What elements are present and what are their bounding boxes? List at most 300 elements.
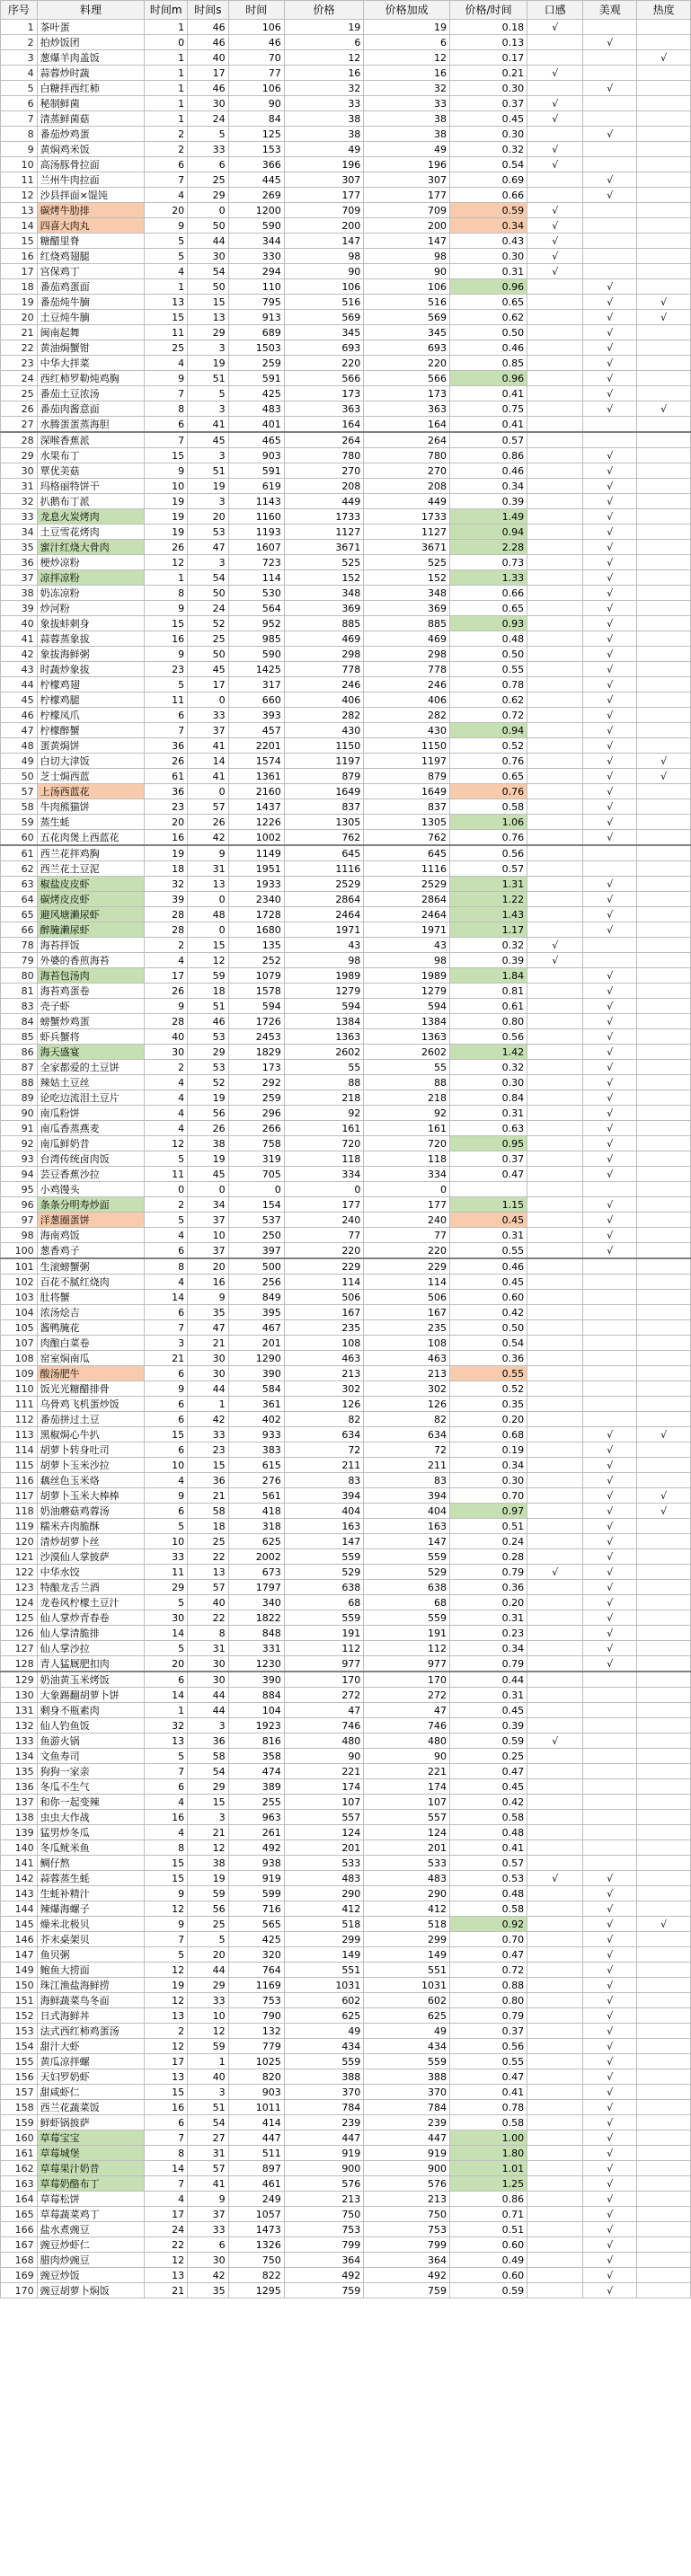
cell-time[interactable]: 153 bbox=[228, 142, 284, 157]
cell-time[interactable]: 319 bbox=[228, 1151, 284, 1167]
cell-time-min[interactable]: 15 bbox=[145, 2085, 188, 2100]
cell-time-sec[interactable]: 36 bbox=[188, 1473, 228, 1488]
cell-time[interactable]: 561 bbox=[228, 1488, 284, 1504]
cell-time-sec[interactable]: 0 bbox=[188, 203, 228, 218]
cell-taste[interactable]: √ bbox=[527, 249, 583, 264]
cell-popularity[interactable] bbox=[637, 1534, 691, 1549]
cell-id[interactable]: 80 bbox=[1, 968, 38, 984]
cell-time-min[interactable]: 12 bbox=[145, 1136, 188, 1151]
cell-popularity[interactable] bbox=[637, 647, 691, 662]
cell-id[interactable]: 115 bbox=[1, 1458, 38, 1473]
cell-looks[interactable]: √ bbox=[583, 799, 637, 815]
cell-price[interactable]: 177 bbox=[284, 188, 364, 203]
cell-price[interactable]: 82 bbox=[284, 1412, 364, 1427]
cell-taste[interactable] bbox=[527, 1106, 583, 1121]
cell-looks[interactable]: √ bbox=[583, 2130, 637, 2146]
cell-id[interactable]: 57 bbox=[1, 784, 38, 799]
cell-popularity[interactable] bbox=[637, 2054, 691, 2069]
cell-price-per-time[interactable]: 0.45 bbox=[450, 111, 527, 127]
cell-price-bonus[interactable]: 463 bbox=[364, 1351, 450, 1366]
cell-id[interactable]: 93 bbox=[1, 1151, 38, 1167]
cell-time-min[interactable]: 13 bbox=[145, 2069, 188, 2085]
cell-dish[interactable]: 深喉香蕉派 bbox=[37, 432, 145, 448]
cell-dish[interactable]: 番茄炖牛腩 bbox=[37, 295, 145, 310]
cell-time-min[interactable]: 9 bbox=[145, 1917, 188, 1932]
cell-price-bonus[interactable]: 98 bbox=[364, 953, 450, 968]
cell-price[interactable]: 3671 bbox=[284, 540, 364, 555]
cell-id[interactable]: 129 bbox=[1, 1672, 38, 1688]
cell-taste[interactable] bbox=[527, 310, 583, 325]
cell-price-per-time[interactable]: 0.41 bbox=[450, 417, 527, 433]
cell-dish[interactable]: 水腾蛋蛋蒸海胆 bbox=[37, 417, 145, 433]
cell-time-min[interactable]: 13 bbox=[145, 1734, 188, 1749]
cell-time-min[interactable]: 4 bbox=[145, 1795, 188, 1810]
cell-dish[interactable]: 梗炒凉粉 bbox=[37, 555, 145, 570]
cell-popularity[interactable] bbox=[637, 2069, 691, 2085]
cell-time-min[interactable]: 20 bbox=[145, 203, 188, 218]
cell-price[interactable]: 569 bbox=[284, 310, 364, 325]
cell-taste[interactable] bbox=[527, 540, 583, 555]
cell-dish[interactable]: 蒜蓉炒时蔬 bbox=[37, 66, 145, 81]
cell-time[interactable]: 465 bbox=[228, 432, 284, 448]
cell-looks[interactable] bbox=[583, 66, 637, 81]
cell-price-bonus[interactable]: 1989 bbox=[364, 968, 450, 984]
cell-taste[interactable] bbox=[527, 907, 583, 922]
cell-time[interactable]: 985 bbox=[228, 631, 284, 647]
cell-time-min[interactable]: 28 bbox=[145, 907, 188, 922]
cell-time-sec[interactable]: 54 bbox=[188, 2115, 228, 2130]
cell-price-per-time[interactable]: 0.73 bbox=[450, 555, 527, 570]
cell-time-sec[interactable]: 12 bbox=[188, 953, 228, 968]
cell-time-min[interactable]: 7 bbox=[145, 1320, 188, 1336]
cell-time-sec[interactable]: 57 bbox=[188, 2161, 228, 2176]
cell-time[interactable]: 2201 bbox=[228, 738, 284, 754]
cell-time-sec[interactable]: 15 bbox=[188, 938, 228, 953]
cell-price-per-time[interactable]: 0.53 bbox=[450, 1871, 527, 1886]
cell-price[interactable]: 290 bbox=[284, 1886, 364, 1901]
cell-popularity[interactable] bbox=[637, 570, 691, 586]
cell-time-min[interactable]: 5 bbox=[145, 1213, 188, 1228]
cell-taste[interactable] bbox=[527, 356, 583, 371]
cell-id[interactable]: 29 bbox=[1, 448, 38, 463]
cell-looks[interactable]: √ bbox=[583, 279, 637, 295]
cell-time-sec[interactable]: 19 bbox=[188, 479, 228, 494]
cell-taste[interactable] bbox=[527, 1963, 583, 1978]
cell-price-per-time[interactable]: 0.58 bbox=[450, 1810, 527, 1825]
cell-dish[interactable]: 西兰花土豆泥 bbox=[37, 861, 145, 877]
cell-id[interactable]: 7 bbox=[1, 111, 38, 127]
cell-taste[interactable] bbox=[527, 1412, 583, 1427]
cell-price-bonus[interactable]: 147 bbox=[364, 234, 450, 249]
cell-price-bonus[interactable]: 363 bbox=[364, 401, 450, 417]
cell-price-per-time[interactable]: 0.84 bbox=[450, 1090, 527, 1106]
cell-price-per-time[interactable]: 0.79 bbox=[450, 2008, 527, 2024]
cell-price[interactable]: 576 bbox=[284, 2176, 364, 2192]
cell-price-per-time[interactable]: 0.46 bbox=[450, 1258, 527, 1275]
cell-looks[interactable] bbox=[583, 1810, 637, 1825]
header-time[interactable]: 时间 bbox=[228, 1, 284, 20]
cell-popularity[interactable] bbox=[637, 1810, 691, 1825]
cell-price-bonus[interactable]: 919 bbox=[364, 2146, 450, 2161]
cell-looks[interactable] bbox=[583, 1351, 637, 1366]
cell-price-bonus[interactable]: 33 bbox=[364, 96, 450, 111]
cell-popularity[interactable] bbox=[637, 1243, 691, 1259]
cell-dish[interactable]: 宫保鸡丁 bbox=[37, 264, 145, 279]
cell-looks[interactable] bbox=[583, 1290, 637, 1305]
cell-time[interactable]: 445 bbox=[228, 172, 284, 188]
cell-dish[interactable]: 鱼游火锅 bbox=[37, 1734, 145, 1749]
cell-time-sec[interactable]: 48 bbox=[188, 907, 228, 922]
cell-price-per-time[interactable]: 0.32 bbox=[450, 1060, 527, 1075]
cell-popularity[interactable] bbox=[637, 2024, 691, 2039]
cell-price-per-time[interactable]: 0.96 bbox=[450, 279, 527, 295]
header-time-sec[interactable]: 时间s bbox=[188, 1, 228, 20]
cell-price[interactable]: 33 bbox=[284, 96, 364, 111]
cell-price-per-time[interactable]: 0.76 bbox=[450, 784, 527, 799]
cell-popularity[interactable] bbox=[637, 2039, 691, 2054]
cell-time-sec[interactable]: 9 bbox=[188, 1290, 228, 1305]
cell-time-min[interactable]: 8 bbox=[145, 1840, 188, 1856]
cell-taste[interactable] bbox=[527, 1305, 583, 1320]
cell-dish[interactable]: 糖醋里脊 bbox=[37, 234, 145, 249]
cell-looks[interactable] bbox=[583, 96, 637, 111]
cell-price[interactable]: 272 bbox=[284, 1688, 364, 1703]
cell-taste[interactable] bbox=[527, 738, 583, 754]
cell-dish[interactable]: 蒜蓉蒸生蚝 bbox=[37, 1871, 145, 1886]
cell-dish[interactable]: 鱼贝粥 bbox=[37, 1947, 145, 1963]
cell-price-bonus[interactable]: 369 bbox=[364, 601, 450, 616]
cell-popularity[interactable] bbox=[637, 1258, 691, 1275]
cell-price-per-time[interactable]: 0.28 bbox=[450, 1549, 527, 1565]
cell-looks[interactable] bbox=[583, 1336, 637, 1351]
cell-id[interactable]: 126 bbox=[1, 1626, 38, 1641]
cell-time-sec[interactable]: 35 bbox=[188, 2283, 228, 2298]
cell-price-bonus[interactable]: 235 bbox=[364, 1320, 450, 1336]
cell-dish[interactable]: 壳子虾 bbox=[37, 999, 145, 1014]
cell-time-sec[interactable]: 0 bbox=[188, 784, 228, 799]
cell-popularity[interactable] bbox=[637, 2161, 691, 2176]
cell-taste[interactable] bbox=[527, 1656, 583, 1672]
cell-dish[interactable]: 文鱼寿司 bbox=[37, 1749, 145, 1764]
cell-taste[interactable] bbox=[527, 1167, 583, 1182]
cell-time[interactable]: 0 bbox=[228, 1182, 284, 1197]
cell-popularity[interactable] bbox=[637, 1672, 691, 1688]
cell-popularity[interactable] bbox=[637, 1871, 691, 1886]
cell-popularity[interactable] bbox=[637, 1136, 691, 1151]
cell-time-sec[interactable]: 30 bbox=[188, 96, 228, 111]
cell-price[interactable]: 2602 bbox=[284, 1045, 364, 1060]
cell-time-min[interactable]: 9 bbox=[145, 999, 188, 1014]
cell-time-min[interactable]: 16 bbox=[145, 2100, 188, 2115]
cell-time[interactable]: 425 bbox=[228, 386, 284, 401]
cell-price-per-time[interactable]: 0.66 bbox=[450, 188, 527, 203]
cell-time-min[interactable]: 6 bbox=[145, 1305, 188, 1320]
cell-id[interactable]: 158 bbox=[1, 2100, 38, 2115]
cell-time[interactable]: 266 bbox=[228, 1121, 284, 1136]
cell-price-per-time[interactable]: 0.54 bbox=[450, 157, 527, 172]
cell-time-min[interactable]: 7 bbox=[145, 1932, 188, 1947]
cell-taste[interactable] bbox=[527, 494, 583, 509]
cell-time-sec[interactable]: 10 bbox=[188, 2008, 228, 2024]
cell-price[interactable]: 107 bbox=[284, 1795, 364, 1810]
cell-taste[interactable] bbox=[527, 1825, 583, 1840]
cell-taste[interactable] bbox=[527, 1886, 583, 1901]
cell-price-bonus[interactable]: 196 bbox=[364, 157, 450, 172]
cell-price[interactable]: 229 bbox=[284, 1258, 364, 1275]
cell-time-min[interactable]: 1 bbox=[145, 279, 188, 295]
cell-time-sec[interactable]: 46 bbox=[188, 35, 228, 50]
cell-time[interactable]: 795 bbox=[228, 295, 284, 310]
cell-taste[interactable] bbox=[527, 1764, 583, 1779]
cell-time-sec[interactable]: 20 bbox=[188, 1947, 228, 1963]
cell-time-min[interactable]: 7 bbox=[145, 432, 188, 448]
cell-time-min[interactable]: 4 bbox=[145, 188, 188, 203]
cell-id[interactable]: 112 bbox=[1, 1412, 38, 1427]
cell-price-bonus[interactable]: 559 bbox=[364, 1610, 450, 1626]
cell-dish[interactable]: 椒盐皮皮虾 bbox=[37, 877, 145, 892]
cell-looks[interactable]: √ bbox=[583, 907, 637, 922]
cell-dish[interactable]: 日式海鲜丼 bbox=[37, 2008, 145, 2024]
cell-price-per-time[interactable]: 0.62 bbox=[450, 310, 527, 325]
cell-time[interactable]: 625 bbox=[228, 1534, 284, 1549]
cell-price-bonus[interactable]: 174 bbox=[364, 1779, 450, 1795]
cell-time[interactable]: 261 bbox=[228, 1825, 284, 1840]
cell-time[interactable]: 530 bbox=[228, 586, 284, 601]
cell-dish[interactable]: 窑室焖南瓜 bbox=[37, 1351, 145, 1366]
cell-id[interactable]: 136 bbox=[1, 1779, 38, 1795]
cell-popularity[interactable] bbox=[637, 81, 691, 96]
cell-price-per-time[interactable]: 0.44 bbox=[450, 1672, 527, 1688]
cell-time[interactable]: 1326 bbox=[228, 2237, 284, 2253]
cell-time[interactable]: 848 bbox=[228, 1626, 284, 1641]
cell-id[interactable]: 78 bbox=[1, 938, 38, 953]
cell-taste[interactable] bbox=[527, 631, 583, 647]
cell-price[interactable]: 152 bbox=[284, 570, 364, 586]
cell-time-sec[interactable]: 13 bbox=[188, 1565, 228, 1580]
cell-looks[interactable]: √ bbox=[583, 340, 637, 356]
cell-dish[interactable]: 洋葱圈蛋饼 bbox=[37, 1213, 145, 1228]
cell-popularity[interactable] bbox=[637, 1978, 691, 1993]
cell-time-sec[interactable]: 42 bbox=[188, 2268, 228, 2283]
cell-taste[interactable] bbox=[527, 922, 583, 938]
cell-price-per-time[interactable]: 1.80 bbox=[450, 2146, 527, 2161]
cell-price[interactable]: 363 bbox=[284, 401, 364, 417]
cell-id[interactable]: 15 bbox=[1, 234, 38, 249]
cell-time[interactable]: 1169 bbox=[228, 1978, 284, 1993]
cell-time-sec[interactable]: 18 bbox=[188, 1519, 228, 1534]
cell-price[interactable]: 492 bbox=[284, 2268, 364, 2283]
cell-dish[interactable]: 海苔鸡蛋卷 bbox=[37, 984, 145, 999]
cell-price-bonus[interactable]: 38 bbox=[364, 127, 450, 142]
cell-dish[interactable]: 柠檬醉蟹 bbox=[37, 723, 145, 738]
cell-time-sec[interactable]: 44 bbox=[188, 1688, 228, 1703]
cell-id[interactable]: 135 bbox=[1, 1764, 38, 1779]
cell-popularity[interactable] bbox=[637, 371, 691, 386]
cell-id[interactable]: 169 bbox=[1, 2268, 38, 2283]
cell-time-sec[interactable]: 56 bbox=[188, 1901, 228, 1917]
cell-price[interactable]: 348 bbox=[284, 586, 364, 601]
cell-time-sec[interactable]: 38 bbox=[188, 1856, 228, 1871]
cell-price-bonus[interactable]: 239 bbox=[364, 2115, 450, 2130]
cell-looks[interactable] bbox=[583, 432, 637, 448]
cell-price[interactable]: 634 bbox=[284, 1427, 364, 1442]
cell-time-sec[interactable]: 45 bbox=[188, 1167, 228, 1182]
cell-id[interactable]: 125 bbox=[1, 1610, 38, 1626]
cell-price-per-time[interactable]: 0.76 bbox=[450, 830, 527, 846]
cell-price[interactable]: 49 bbox=[284, 142, 364, 157]
cell-price-per-time[interactable]: 0.75 bbox=[450, 401, 527, 417]
cell-price[interactable]: 784 bbox=[284, 2100, 364, 2115]
cell-popularity[interactable] bbox=[637, 1275, 691, 1290]
cell-time[interactable]: 255 bbox=[228, 1795, 284, 1810]
cell-time-min[interactable]: 12 bbox=[145, 1963, 188, 1978]
cell-time-min[interactable]: 6 bbox=[145, 1442, 188, 1458]
cell-taste[interactable] bbox=[527, 401, 583, 417]
cell-time-sec[interactable]: 30 bbox=[188, 1366, 228, 1381]
cell-price-per-time[interactable]: 0.93 bbox=[450, 616, 527, 631]
cell-time[interactable]: 447 bbox=[228, 2130, 284, 2146]
cell-price-bonus[interactable]: 114 bbox=[364, 1275, 450, 1290]
cell-price-per-time[interactable]: 0.51 bbox=[450, 2222, 527, 2237]
cell-time-sec[interactable]: 44 bbox=[188, 234, 228, 249]
cell-price-bonus[interactable]: 307 bbox=[364, 172, 450, 188]
cell-time[interactable]: 919 bbox=[228, 1871, 284, 1886]
cell-taste[interactable] bbox=[527, 1978, 583, 1993]
cell-taste[interactable]: √ bbox=[527, 953, 583, 968]
cell-time-sec[interactable]: 30 bbox=[188, 1656, 228, 1672]
cell-popularity[interactable] bbox=[637, 1856, 691, 1871]
cell-price[interactable]: 506 bbox=[284, 1290, 364, 1305]
cell-taste[interactable] bbox=[527, 2222, 583, 2237]
cell-id[interactable]: 165 bbox=[1, 2207, 38, 2222]
cell-looks[interactable] bbox=[583, 1856, 637, 1871]
cell-time-min[interactable]: 30 bbox=[145, 1610, 188, 1626]
cell-time-sec[interactable]: 3 bbox=[188, 2085, 228, 2100]
cell-taste[interactable] bbox=[527, 295, 583, 310]
cell-price-bonus[interactable]: 483 bbox=[364, 1871, 450, 1886]
cell-time-min[interactable]: 36 bbox=[145, 784, 188, 799]
cell-time-sec[interactable]: 46 bbox=[188, 81, 228, 96]
cell-taste[interactable] bbox=[527, 2176, 583, 2192]
cell-taste[interactable] bbox=[527, 845, 583, 861]
cell-dish[interactable]: 玛格丽特饼干 bbox=[37, 479, 145, 494]
cell-price-bonus[interactable]: 43 bbox=[364, 938, 450, 953]
cell-dish[interactable]: 黄焖鸡米饭 bbox=[37, 142, 145, 157]
cell-price-bonus[interactable]: 108 bbox=[364, 1336, 450, 1351]
cell-id[interactable]: 2 bbox=[1, 35, 38, 50]
cell-looks[interactable]: √ bbox=[583, 1580, 637, 1595]
cell-dish[interactable]: 海天盛宴 bbox=[37, 1045, 145, 1060]
cell-popularity[interactable] bbox=[637, 432, 691, 448]
cell-popularity[interactable] bbox=[637, 1366, 691, 1381]
cell-time[interactable]: 344 bbox=[228, 234, 284, 249]
cell-price[interactable]: 118 bbox=[284, 1151, 364, 1167]
cell-dish[interactable]: 番茄拼过土豆 bbox=[37, 1412, 145, 1427]
cell-time[interactable]: 330 bbox=[228, 249, 284, 264]
cell-time-min[interactable]: 13 bbox=[145, 295, 188, 310]
cell-time-sec[interactable]: 9 bbox=[188, 2192, 228, 2207]
cell-id[interactable]: 1 bbox=[1, 20, 38, 35]
cell-id[interactable]: 13 bbox=[1, 203, 38, 218]
cell-dish[interactable]: 醉腌濑尿虾 bbox=[37, 922, 145, 938]
cell-price[interactable]: 463 bbox=[284, 1351, 364, 1366]
cell-id[interactable]: 151 bbox=[1, 1993, 38, 2008]
cell-time-sec[interactable]: 0 bbox=[188, 1182, 228, 1197]
cell-taste[interactable]: √ bbox=[527, 203, 583, 218]
cell-id[interactable]: 161 bbox=[1, 2146, 38, 2161]
cell-price-per-time[interactable]: 0.56 bbox=[450, 1029, 527, 1045]
cell-looks[interactable]: √ bbox=[583, 2268, 637, 2283]
cell-price[interactable]: 1649 bbox=[284, 784, 364, 799]
cell-price[interactable]: 364 bbox=[284, 2253, 364, 2268]
cell-popularity[interactable] bbox=[637, 2268, 691, 2283]
cell-time[interactable]: 599 bbox=[228, 1886, 284, 1901]
cell-taste[interactable]: √ bbox=[527, 218, 583, 234]
cell-dish[interactable]: 西红柿罗勒炖鸡胸 bbox=[37, 371, 145, 386]
cell-time[interactable]: 154 bbox=[228, 1197, 284, 1213]
cell-time[interactable]: 564 bbox=[228, 601, 284, 616]
cell-taste[interactable]: √ bbox=[527, 1734, 583, 1749]
cell-id[interactable]: 143 bbox=[1, 1886, 38, 1901]
cell-time-sec[interactable]: 0 bbox=[188, 892, 228, 907]
cell-price-bonus[interactable]: 449 bbox=[364, 494, 450, 509]
cell-popularity[interactable] bbox=[637, 1519, 691, 1534]
cell-dish[interactable]: 奶冻凉粉 bbox=[37, 586, 145, 601]
cell-price-bonus[interactable]: 334 bbox=[364, 1167, 450, 1182]
cell-time-sec[interactable]: 51 bbox=[188, 371, 228, 386]
cell-time[interactable]: 1503 bbox=[228, 340, 284, 356]
cell-popularity[interactable] bbox=[637, 386, 691, 401]
cell-time-sec[interactable]: 18 bbox=[188, 984, 228, 999]
cell-time-min[interactable]: 19 bbox=[145, 1978, 188, 1993]
cell-looks[interactable]: √ bbox=[583, 1442, 637, 1458]
cell-dish[interactable]: 酱鸭腌花 bbox=[37, 1320, 145, 1336]
cell-time-sec[interactable]: 24 bbox=[188, 111, 228, 127]
cell-time[interactable]: 673 bbox=[228, 1565, 284, 1580]
cell-dish[interactable]: 草莓宝宝 bbox=[37, 2130, 145, 2146]
cell-time[interactable]: 660 bbox=[228, 693, 284, 708]
cell-price[interactable]: 447 bbox=[284, 2130, 364, 2146]
cell-looks[interactable]: √ bbox=[583, 35, 637, 50]
cell-time[interactable]: 1797 bbox=[228, 1580, 284, 1595]
cell-price-per-time[interactable]: 1.84 bbox=[450, 968, 527, 984]
cell-price-per-time[interactable]: 0.41 bbox=[450, 386, 527, 401]
cell-price-bonus[interactable]: 240 bbox=[364, 1213, 450, 1228]
cell-popularity[interactable] bbox=[637, 968, 691, 984]
cell-price[interactable]: 6 bbox=[284, 35, 364, 50]
cell-dish[interactable]: 芸豆香蕉沙拉 bbox=[37, 1167, 145, 1182]
cell-dish[interactable]: 碳烤皮皮虾 bbox=[37, 892, 145, 907]
cell-price-bonus[interactable]: 434 bbox=[364, 2039, 450, 2054]
cell-price-per-time[interactable]: 0.72 bbox=[450, 708, 527, 723]
cell-price-bonus[interactable]: 38 bbox=[364, 111, 450, 127]
cell-time[interactable]: 259 bbox=[228, 1090, 284, 1106]
cell-price[interactable]: 149 bbox=[284, 1947, 364, 1963]
cell-dish[interactable]: 兰州牛肉拉面 bbox=[37, 172, 145, 188]
cell-popularity[interactable] bbox=[637, 142, 691, 157]
cell-time-sec[interactable]: 3 bbox=[188, 340, 228, 356]
cell-price[interactable]: 124 bbox=[284, 1825, 364, 1840]
cell-popularity[interactable]: √ bbox=[637, 1917, 691, 1932]
cell-popularity[interactable] bbox=[637, 525, 691, 540]
cell-taste[interactable] bbox=[527, 509, 583, 525]
cell-time-sec[interactable]: 29 bbox=[188, 1779, 228, 1795]
cell-time[interactable]: 952 bbox=[228, 616, 284, 631]
cell-price-bonus[interactable]: 778 bbox=[364, 662, 450, 677]
cell-looks[interactable] bbox=[583, 1688, 637, 1703]
cell-popularity[interactable] bbox=[637, 892, 691, 907]
cell-price-per-time[interactable]: 1.49 bbox=[450, 509, 527, 525]
